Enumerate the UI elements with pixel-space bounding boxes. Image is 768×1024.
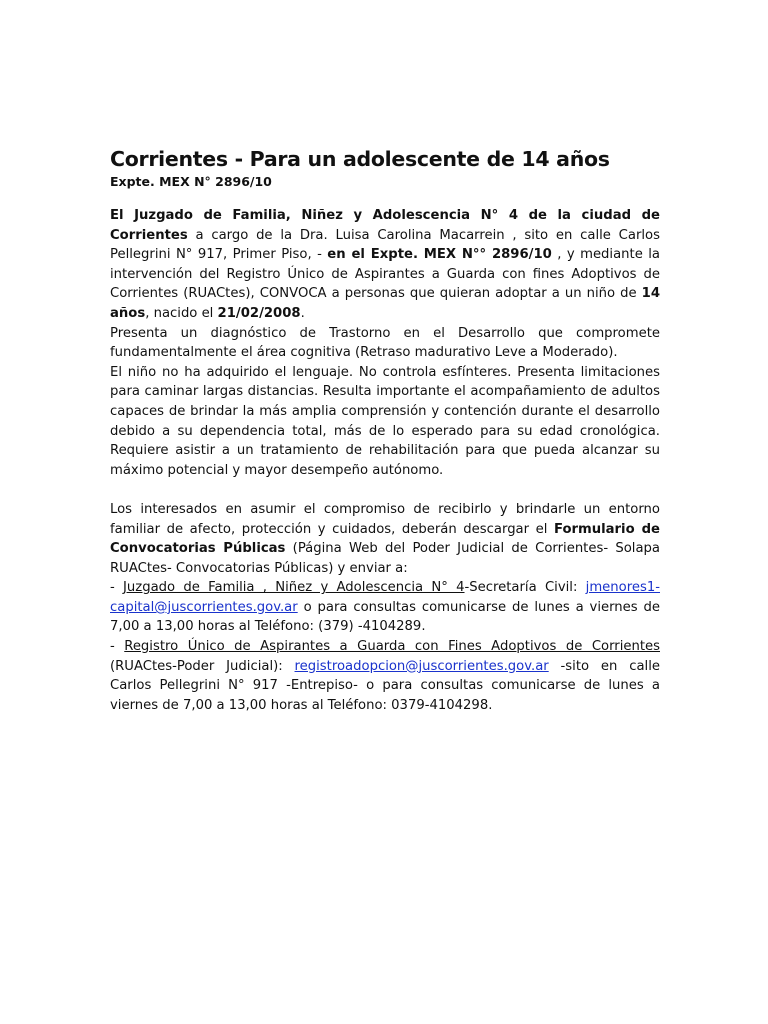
contact-court-paragraph: - Juzgado de Familia , Niñez y Adolescencia N° 4-Secretaría Civil: jmenores1-capital@juscorrientes.gov.ar o para consultas comunicarse de lunes a viernes de 7,00 a 13,00 horas al Teléfono: (379) -4104289. xyxy=(110,580,660,635)
instructions-paragraph: Los interesados en asumir el compromiso de recibirlo y brindarle un entorno familiar de afecto, protección y cuidados, deberán descargar el Formulario de Convocatorias Públicas (Página Web del Poder Judicial de Corrientes- Solapa RUACtes- Convocatorias Públicas) y enviar a: xyxy=(110,501,660,576)
form-name: Formulario de Convocatorias Públicas xyxy=(110,521,660,557)
court-email-link[interactable]: jmenores1-capital@juscorrientes.gov.ar xyxy=(110,580,660,615)
document-page xyxy=(110,146,660,715)
diagnosis-paragraph: Presenta un diagnóstico de Trastorno en el Desarrollo que compromete fundamentalmente el área cognitiva (Retraso madurativo Leve a Moderado). xyxy=(110,325,660,361)
registry-email-link[interactable]: registroadopcion@juscorrientes.gov.ar xyxy=(294,658,549,674)
court-name: El Juzgado de Familia, Niñez y Adolescencia N° 4 de la ciudad de Corrientes xyxy=(110,208,660,243)
intro-paragraph: El Juzgado de Familia, Niñez y Adolescencia N° 4 de la ciudad de Corrientes a cargo de la Dra. Luisa Carolina Macarrein , sito en calle Carlos Pellegrini N° 917, Primer Piso, - en el Expte. MEX N°° 2896/10 , y mediante la intervención del Registro Único de Aspirantes a Guarda con fines Adoptivos de Corrientes (RUACtes), CONVOCA a personas que quieran adoptar a un niño de 14 años, nacido el 21/02/2008. xyxy=(110,208,660,321)
birth-date: 21/02/2008 xyxy=(217,305,301,321)
child-age: 14 años xyxy=(110,286,660,321)
court-contact-name: Juzgado de Familia , Niñez y Adolescencia N° 4 xyxy=(123,580,465,596)
page-title: Corrientes - Para un adolescente de 14 años xyxy=(110,147,610,171)
expte-reference: en el Expte. MEX N°° 2896/10 xyxy=(327,247,552,263)
registry-contact-name: Registro Único de Aspirantes a Guarda con Fines Adoptivos de Corrientes xyxy=(124,639,660,655)
contact-registry-paragraph: - Registro Único de Aspirantes a Guarda con Fines Adoptivos de Corrientes (RUACtes-Poder Judicial): registroadopcion@juscorrientes.gov.ar -sito en calle Carlos Pellegrini N° 917 -Entrepiso- o para consultas comunicarse de lunes a viernes de 7,00 a 13,00 horas al Teléfono: 0379-4104298. xyxy=(110,639,660,713)
description-paragraph: El niño no ha adquirido el lenguaje. No controla esfínteres. Presenta limitaciones para caminar largas distancias. Resulta importante el acompañamiento de adultos capaces de brindar la más amplia comprensión y contención durante el desarrollo debido a su dependencia total, más de lo esperado para su edad cronológica. Requiere asistir a un tratamiento de rehabilitación para que pueda alcanzar su máximo potencial y mayor desempeño autónomo. xyxy=(110,364,660,478)
expediente-number: Expte. MEX N° 2896/10 xyxy=(110,174,272,189)
